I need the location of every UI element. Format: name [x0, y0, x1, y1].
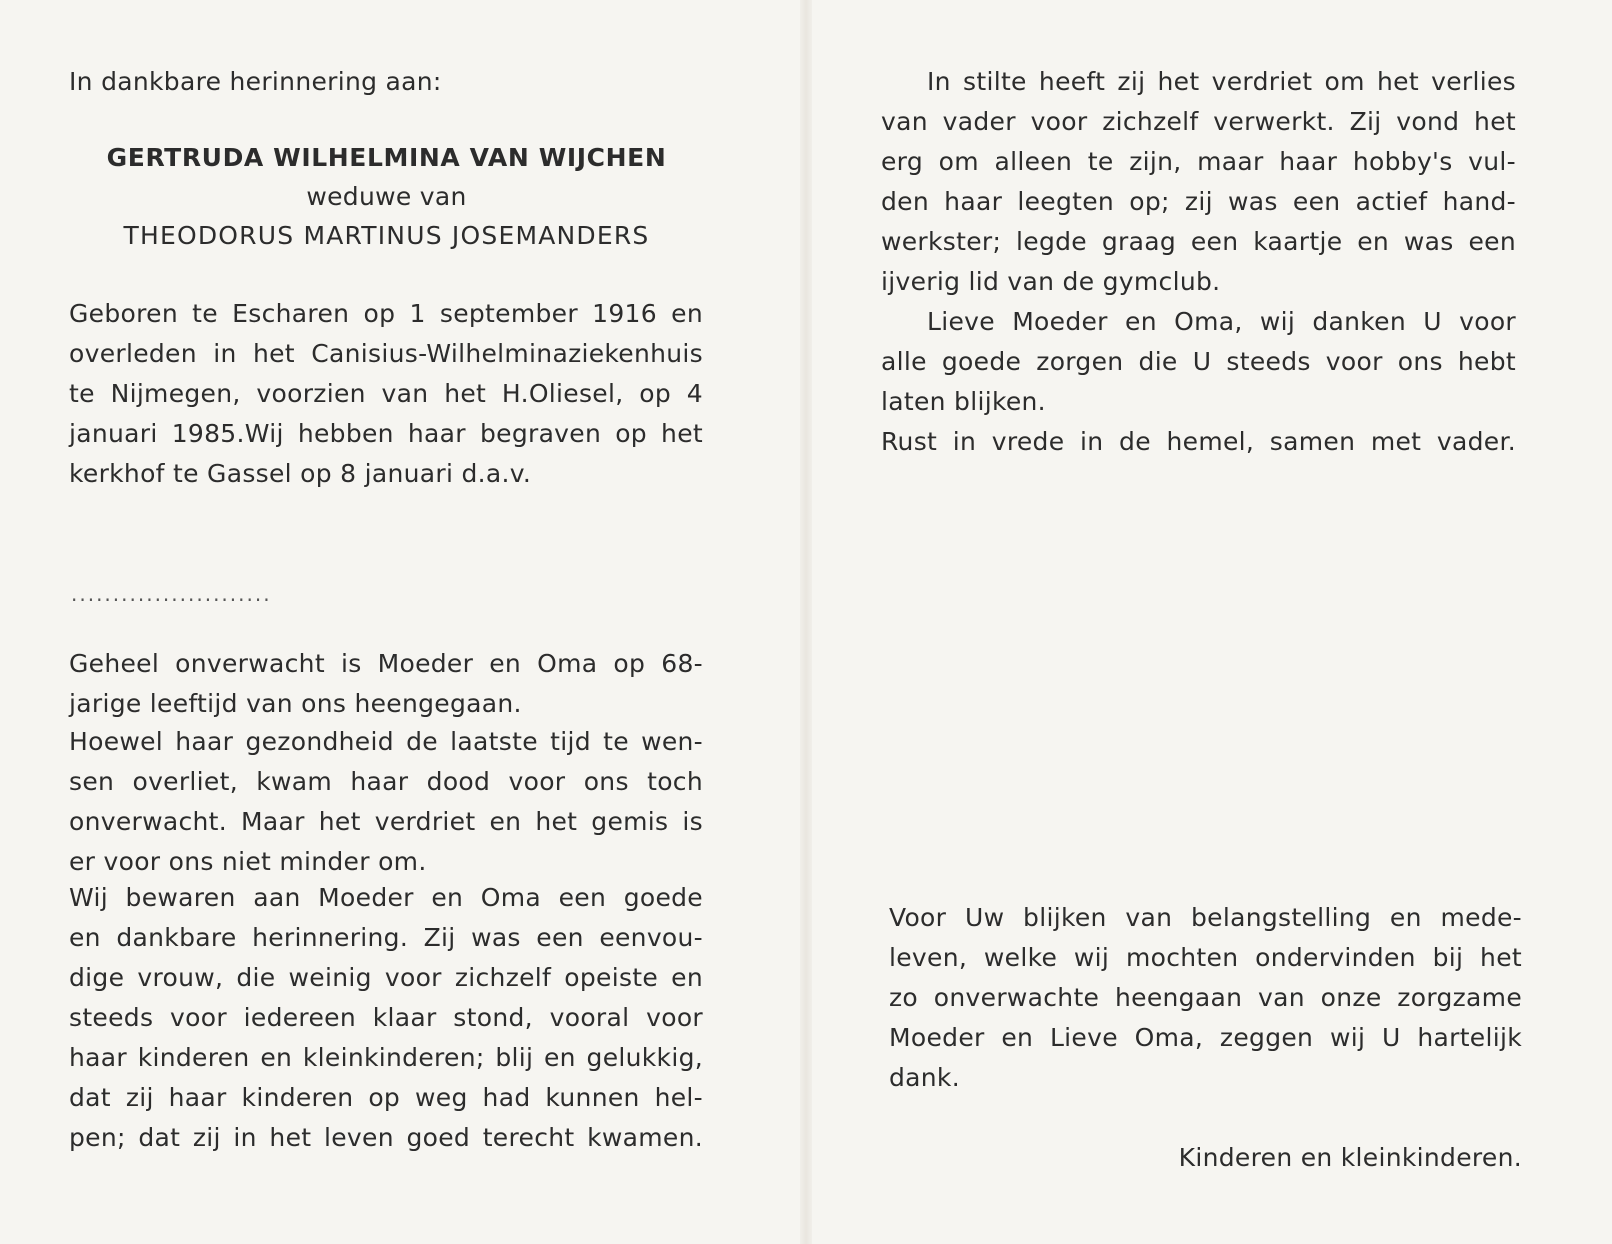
- text-line: Lieve Moeder en Oma, wij danken U voor: [927, 307, 1516, 336]
- paragraph-health: [69, 722, 703, 882]
- text-line: pen; dat zij in het leven goed terecht kwamen.: [69, 1123, 703, 1152]
- text-line: jarige leeftijd van ons heengegaan.: [69, 689, 522, 718]
- text-line: haar kinderen en kleinkinderen; blij en gelukkig,: [69, 1043, 703, 1072]
- paragraph-memory: [69, 878, 703, 1158]
- right-page: [812, 0, 1612, 1244]
- paragraph-unexpected: [69, 644, 703, 724]
- text-line: erg om alleen te zijn, maar haar hobby's vul-: [881, 147, 1516, 176]
- text-line: sen overliet, kwam haar dood voor ons toch: [69, 767, 703, 796]
- text-line: te Nijmegen, voorzien van het H.Oliesel, op 4: [69, 379, 703, 408]
- text-line: van vader voor zichzelf verwerkt. Zij vond het: [881, 107, 1516, 136]
- text-line: alle goede zorgen die U steeds voor ons hebt: [881, 347, 1516, 376]
- left-page: [0, 0, 800, 1244]
- text-line: onverwacht. Maar het verdriet en het gemis is: [69, 807, 703, 836]
- text-line: werkster; legde graag een kaartje en was een: [881, 227, 1516, 256]
- text-line: er voor ons niet minder om.: [69, 847, 427, 876]
- text-line: Wij bewaren aan Moeder en Oma een goede: [69, 883, 703, 912]
- text-line: ijverig lid van de gymclub.: [881, 267, 1221, 296]
- text-line: dank.: [889, 1063, 960, 1092]
- widow-of-label: weduwe van: [306, 182, 467, 211]
- spouse-name: THEODORUS MARTINUS JOSEMANDERS: [123, 221, 650, 250]
- text-line: den haar leegten op; zij was een actief hand-: [881, 187, 1516, 216]
- paragraph-silence: [881, 62, 1516, 302]
- text-line: zo onverwachte heengaan van onze zorgzame: [889, 983, 1522, 1012]
- text-line: kerkhof te Gassel op 8 januari d.a.v.: [69, 459, 532, 488]
- text-line: laten blijken.: [881, 387, 1046, 416]
- text-line: leven, welke wij mochten ondervinden bij het: [889, 943, 1522, 972]
- text-line: overleden in het Canisius-Wilhelminaziekenhuis: [69, 339, 703, 368]
- text-line: Rust in vrede in de hemel, samen met vader.: [881, 427, 1516, 456]
- card-fold: [800, 0, 812, 1244]
- text-line: dat zij haar kinderen op weg had kunnen hel-: [69, 1083, 703, 1112]
- text-line: steeds voor iedereen klaar stond, vooral voor: [69, 1003, 703, 1032]
- paragraph-rest-in-peace: [881, 422, 1516, 462]
- text-line: Geboren te Escharen op 1 september 1916 en: [69, 299, 703, 328]
- text-line: Hoewel haar gezondheid de laatste tijd te wen-: [69, 727, 703, 756]
- deceased-name: GERTRUDA WILHELMINA VAN WIJCHEN: [106, 143, 667, 172]
- text-line: Geheel onverwacht is Moeder en Oma op 68-: [69, 649, 703, 678]
- paragraph-acknowledgement: [889, 898, 1522, 1098]
- text-line: dige vrouw, die weinig voor zichzelf opeiste en: [69, 963, 703, 992]
- dotted-separator: ........................: [71, 582, 272, 606]
- birth-death-paragraph: [69, 294, 703, 494]
- intro-text: In dankbare herinnering aan:: [69, 67, 442, 96]
- text-line: en dankbare herinnering. Zij was een eenvou-: [69, 923, 703, 952]
- text-line: Voor Uw blijken van belangstelling en mede-: [889, 903, 1522, 932]
- signature: Kinderen en kleinkinderen.: [1178, 1143, 1522, 1172]
- text-line: januari 1985.Wij hebben haar begraven op het: [69, 419, 703, 448]
- paragraph-thanks-mother: [881, 302, 1516, 422]
- text-line: In stilte heeft zij het verdriet om het verlies: [927, 67, 1516, 96]
- text-line: Moeder en Lieve Oma, zeggen wij U hartelijk: [889, 1023, 1522, 1052]
